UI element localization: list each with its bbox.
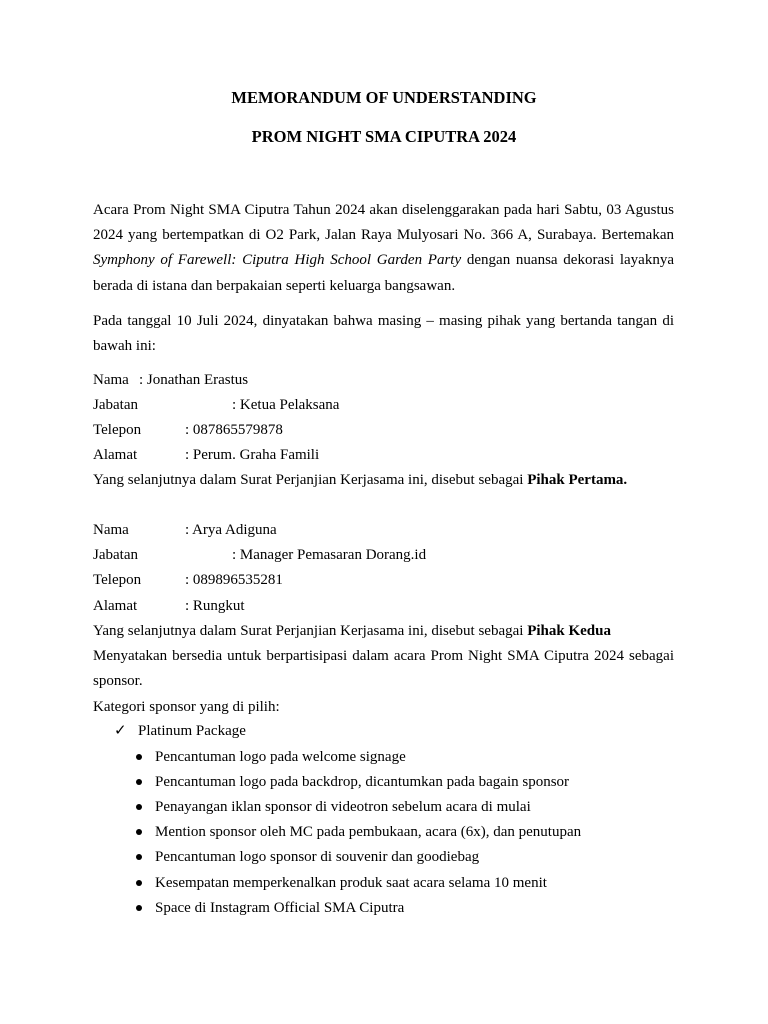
party-1-position-value: : Ketua Pelaksana — [232, 397, 340, 413]
benefit-text: Kesempatan memperkenalkan produk saat acara selama 10 menit — [155, 875, 547, 891]
benefit-text: Space di Instagram Official SMA Ciputra — [155, 900, 405, 916]
statement-paragraph: Pada tanggal 10 Juli 2024, dinyatakan bahwa masing – masing pihak yang bertanda tangan di bawah ini: — [93, 313, 674, 355]
party-1-position-label: Jabatan — [93, 397, 138, 413]
party-2-name-value: : Arya Adiguna — [185, 522, 277, 538]
benefit-item — [136, 873, 547, 893]
benefit-item — [136, 822, 581, 842]
event-theme: Symphony of Farewell: Ciputra High School Garden Party — [93, 252, 462, 269]
document-subtitle: PROM NIGHT SMA CIPUTRA 2024 — [251, 127, 517, 146]
benefit-item — [136, 797, 531, 817]
party-2-position-label: Jabatan — [93, 547, 138, 563]
party-1-phone-value: : 087865579878 — [185, 422, 283, 438]
bullet-icon — [136, 779, 142, 785]
bullet-icon — [136, 829, 142, 835]
bullet-icon — [136, 804, 142, 810]
party-1-closing-text: Yang selanjutnya dalam Surat Perjanjian Kerjasama ini, disebut sebagai — [93, 472, 528, 488]
benefit-item — [136, 772, 569, 792]
bullet-icon — [136, 905, 142, 911]
party-1-designation: Pihak Pertama. — [527, 472, 628, 488]
intro-text-2: dengan nuansa dekorasi layaknya berada di istana dan berpakaian seperti keluarga bangsawan. — [93, 252, 674, 294]
bullet-icon — [136, 754, 142, 760]
package-name: Platinum Package — [138, 723, 246, 739]
party-1-address-label: Alamat — [93, 447, 138, 463]
party-2-phone-label: Telepon — [93, 572, 142, 588]
party-1-address-value: : Perum. Graha Famili — [185, 447, 320, 463]
party-1-name-label: Nama — [93, 372, 129, 388]
benefit-text: Mention sponsor oleh MC pada pembukaan, acara (6x), dan penutupan — [155, 824, 582, 840]
benefit-text: Penayangan iklan sponsor di videotron sebelum acara di mulai — [155, 799, 531, 815]
party-2-phone-value: : 089896535281 — [185, 572, 283, 588]
benefit-item — [136, 847, 479, 867]
benefit-text: Pencantuman logo sponsor di souvenir dan goodiebag — [155, 849, 480, 865]
party-2-position-value: : Manager Pemasaran Dorang.id — [232, 547, 427, 563]
bullet-icon — [136, 880, 142, 886]
document-title: MEMORANDUM OF UNDERSTANDING — [231, 88, 537, 107]
party-2-closing — [93, 621, 611, 641]
intro-paragraph — [93, 198, 674, 299]
intro-text-1: Acara Prom Night SMA Ciputra Tahun 2024 akan diselenggarakan pada hari Sabtu, 03 Agustus 2024 yang bertempatkan di O2 Park, Jalan Raya Mulyosari No. 366 A, Surabaya. Bertemakan — [93, 202, 674, 244]
party-2-name-label: Nama — [93, 522, 129, 538]
benefit-item — [136, 747, 406, 767]
party-1-phone-label: Telepon — [93, 422, 142, 438]
benefit-text: Pencantuman logo pada welcome signage — [155, 749, 406, 765]
package-item — [114, 721, 246, 741]
checkmark-icon: ✓ — [114, 723, 127, 739]
participation-paragraph: Menyatakan bersedia untuk berpartisipasi dalam acara Prom Night SMA Ciputra 2024 sebagai sponsor. — [93, 648, 674, 690]
party-2-designation: Pihak Kedua — [527, 623, 611, 639]
benefit-text: Pencantuman logo pada backdrop, dicantumkan pada bagain sponsor — [155, 774, 570, 790]
party-2-address-value: : Rungkut — [185, 598, 245, 614]
party-2-closing-text: Yang selanjutnya dalam Surat Perjanjian Kerjasama ini, disebut sebagai — [93, 623, 528, 639]
category-label: Kategori sponsor yang di pilih: — [93, 699, 280, 715]
party-1-closing — [93, 470, 627, 490]
benefit-item — [136, 898, 404, 918]
bullet-icon — [136, 854, 142, 860]
party-1-name-value: : Jonathan Erastus — [139, 372, 249, 388]
party-2-address-label: Alamat — [93, 598, 138, 614]
